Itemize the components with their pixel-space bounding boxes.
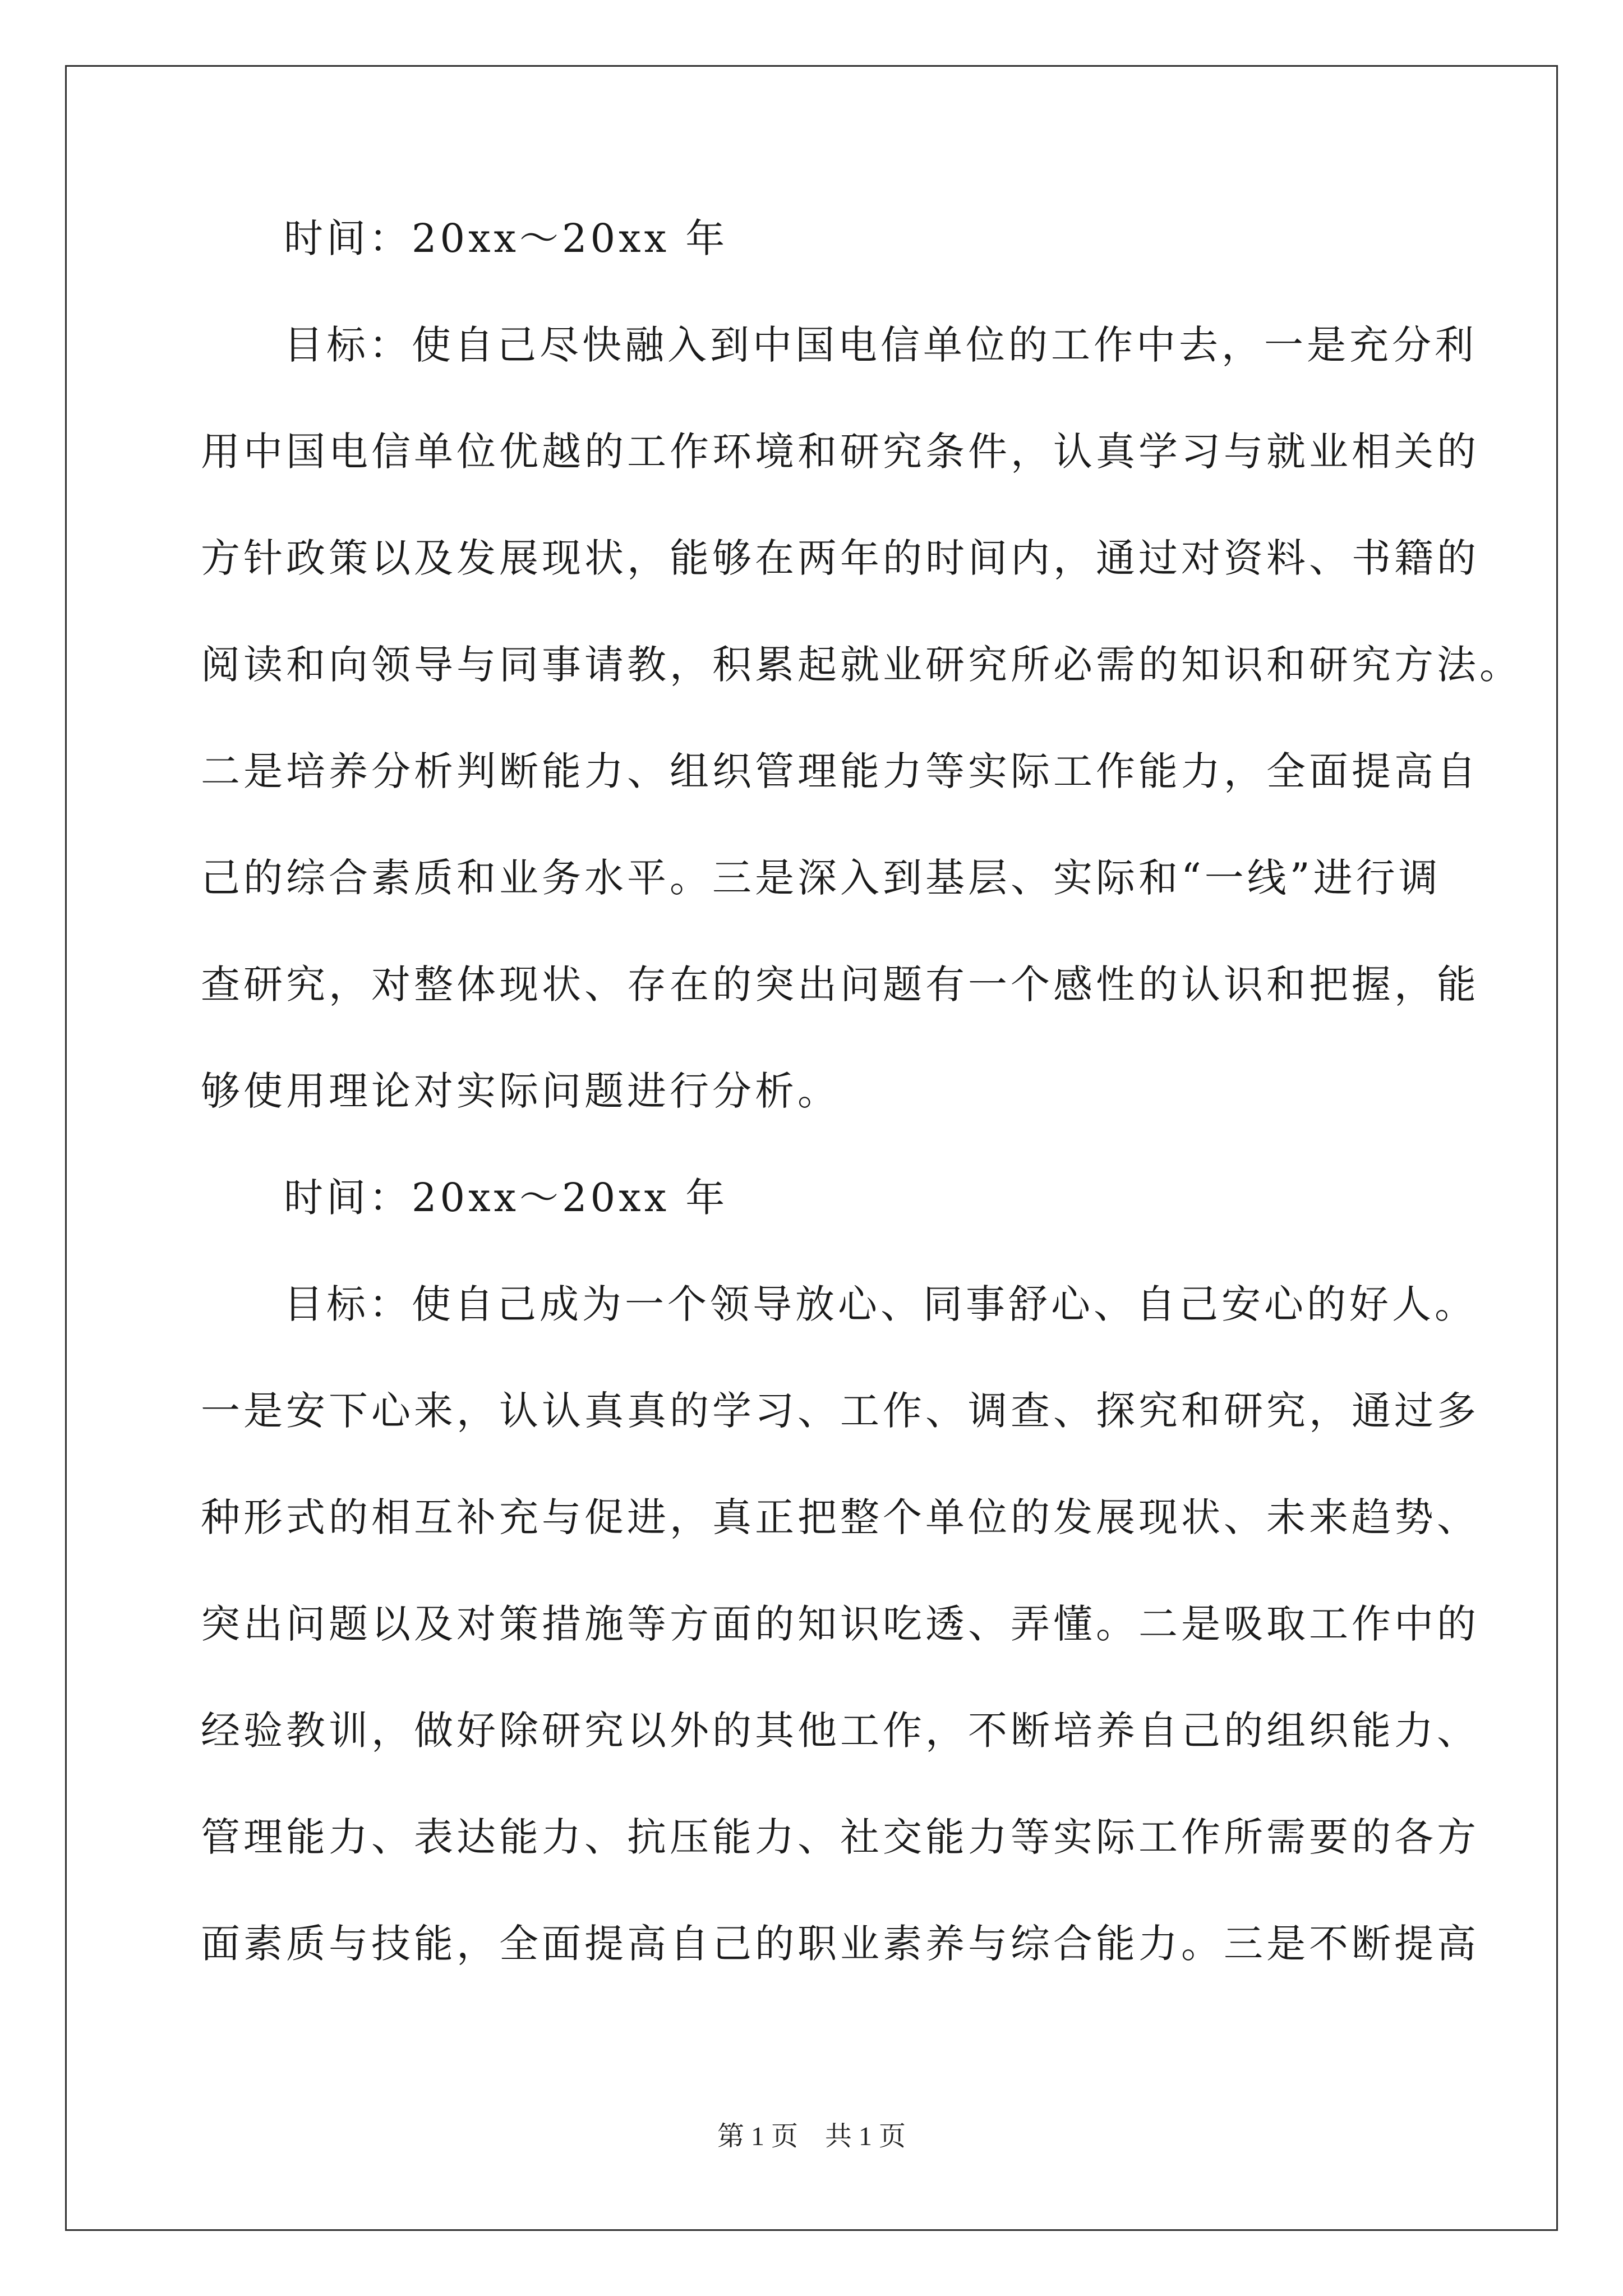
paragraph-line: 方针政策以及发展现状，能够在两年的时间内，通过对资料、书籍的 (201, 535, 1479, 581)
paragraph-line: 用中国电信单位优越的工作环境和研究条件，认真学习与就业相关的 (201, 429, 1479, 475)
paragraph-line: 己的综合素质和业务水平。三是深入到基层、实际和“一线”进行调 (201, 855, 1441, 901)
paragraph-line: 够使用理论对实际问题进行分析。 (201, 1068, 840, 1114)
paragraph-line: 面素质与技能，全面提高自己的职业素养与综合能力。三是不断提高 (201, 1921, 1479, 1967)
paragraph-line: 管理能力、表达能力、抗压能力、社交能力等实际工作所需要的各方 (201, 1814, 1479, 1860)
paragraph-line: 目标：使自己尽快融入到中国电信单位的工作中去，一是充分利 (284, 322, 1477, 368)
paragraph-line: 经验教训，做好除研究以外的其他工作，不断培养自己的组织能力、 (201, 1708, 1479, 1754)
paragraph-line: 突出问题以及对策措施等方面的知识吃透、弄懂。二是吸取工作中的 (201, 1601, 1479, 1647)
paragraph-line: 查研究，对整体现状、存在的突出问题有一个感性的认识和把握，能 (201, 961, 1479, 1007)
paragraph-line: 时间：20xx～20xx 年 (284, 1175, 728, 1221)
paragraph-line: 时间：20xx～20xx 年 (284, 215, 728, 261)
paragraph-line: 二是培养分析判断能力、组织管理能力等实际工作能力，全面提高自 (201, 748, 1479, 794)
page-number-footer: 第 1 页 共 1 页 (717, 2122, 906, 2151)
paragraph-line: 一是安下心来，认认真真的学习、工作、调查、探究和研究，通过多 (201, 1388, 1479, 1434)
paragraph-line: 目标：使自己成为一个领导放心、同事舒心、自己安心的好人。 (284, 1281, 1477, 1327)
paragraph-line: 种形式的相互补充与促进，真正把整个单位的发展现状、未来趋势、 (201, 1494, 1479, 1540)
paragraph-line: 阅读和向领导与同事请教，积累起就业研究所必需的知识和研究方法。 (201, 642, 1522, 688)
document-body (201, 215, 1522, 2031)
